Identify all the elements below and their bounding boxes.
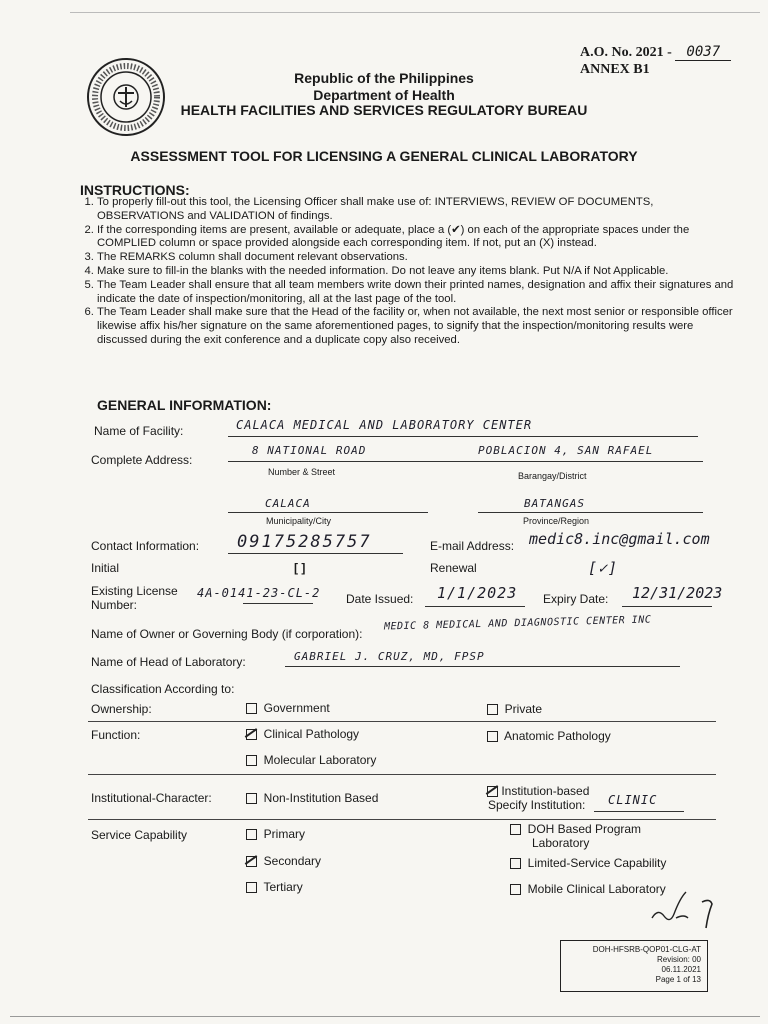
ao-number: A.O. No. 2021 - 0037 (580, 44, 731, 61)
instruction-item: 6. The Team Leader shall make sure that the Head of the facility or, when not available, the next most senior or responsible officer likewise affix his/her signature on the same aforementioned pages, to signify that the inspection/monitoring results were discussed during the exit conference and a duplicate copy also received. (97, 306, 737, 347)
city-value[interactable]: CALACA (265, 497, 311, 510)
service-tertiary[interactable]: Tertiary (246, 880, 303, 894)
inst-non-institution[interactable]: Non-Institution Based (246, 791, 378, 805)
ownership-label: Ownership: (91, 702, 152, 716)
doc-revision: Revision: 00 (656, 955, 701, 964)
function-clinical-pathology[interactable]: Clinical Pathology (246, 727, 359, 741)
head-line (285, 666, 680, 667)
head-value[interactable]: GABRIEL J. CRUZ, MD, FPSP (294, 650, 485, 663)
ao-number-value: 0037 (675, 44, 731, 61)
city-caption: Municipality/City (266, 516, 332, 526)
province-line (478, 512, 703, 513)
service-limited[interactable]: Limited-Service Capability (510, 856, 666, 870)
facility-line (228, 436, 698, 437)
address-label: Complete Address: (91, 453, 193, 467)
classification-label: Classification According to: (91, 682, 235, 696)
contact-line (228, 553, 403, 554)
license-label: Existing License (91, 584, 178, 598)
province-value[interactable]: BATANGAS (524, 497, 585, 510)
checkbox-icon (510, 858, 521, 869)
document-title: ASSESSMENT TOOL FOR LICENSING A GENERAL CLINICAL LABORATORY (130, 148, 638, 164)
instruction-item: 3. The REMARKS column shall document relevant observations. (97, 251, 737, 265)
instructions-heading: INSTRUCTIONS: (80, 182, 190, 198)
initial-label: Initial (91, 561, 120, 575)
service-doh-program-line2: Laboratory (532, 836, 590, 850)
instruction-item: 2. If the corresponding items are present, available or adequate, place a (✔) on each of the appropriate spaces under the COMPLIED column or space provided alongside each corresponding item. If not, put an (X) instead. (97, 224, 737, 252)
annex-label: ANNEX B1 (580, 62, 650, 77)
instruction-item: 1. To properly fill-out this tool, the Licensing Officer shall make use of: INTERVIEWS, REVIEW OF DOCUMENTS, OBSERVATIONS and VALIDATION of findings. (97, 196, 737, 224)
page-indicator: Page 1 of 13 (655, 975, 701, 984)
bureau-heading: HEALTH FACILITIES AND SERVICES REGULATORY BUREAU (180, 102, 588, 118)
signature-icon (650, 888, 720, 932)
checkbox-icon (246, 755, 257, 766)
checkbox-icon (246, 703, 257, 714)
contact-label: Contact Information: (91, 539, 200, 553)
renewal-checkbox[interactable]: [✓] (588, 559, 619, 577)
general-info-heading: GENERAL INFORMATION: (97, 397, 272, 413)
doc-code: DOH-HFSRB-QOP01-CLG-AT (592, 945, 701, 954)
province-caption: Province/Region (523, 516, 590, 526)
ownership-divider (88, 721, 716, 722)
doc-date: 06.11.2021 (661, 965, 701, 974)
expiry-value[interactable]: 12/31/2023 (632, 584, 723, 602)
contact-value[interactable]: 09175285757 (237, 532, 372, 552)
street-value[interactable]: 8 NATIONAL ROAD (252, 444, 367, 457)
checkbox-icon (246, 793, 257, 804)
street-caption: Number & Street (268, 467, 336, 477)
checked-box-icon (246, 729, 257, 740)
institutional-label: Institutional-Character: (91, 791, 212, 805)
function-divider (88, 774, 716, 775)
expiry-label: Expiry Date: (543, 592, 609, 606)
bottom-rule (10, 1016, 760, 1017)
function-label: Function: (91, 728, 141, 742)
instruction-item: 5. The Team Leader shall ensure that all team members write down their printed names, designation and affix their signatures and indicate the date of inspection/monitoring, all at the last page of the tool. (97, 279, 737, 307)
license-value[interactable]: 4A-0141-23-CL-2 (197, 586, 321, 600)
service-mobile[interactable]: Mobile Clinical Laboratory (510, 882, 666, 896)
date-issued-value[interactable]: 1/1/2023 (437, 584, 518, 602)
address-line (228, 461, 703, 462)
republic-heading: Republic of the Philippines (294, 70, 474, 86)
facility-label: Name of Facility: (94, 424, 184, 438)
service-doh-program[interactable]: DOH Based Program (510, 822, 641, 836)
checkbox-icon (246, 829, 257, 840)
checked-box-icon (246, 856, 257, 867)
specify-line (594, 811, 684, 812)
ownership-private[interactable]: Private (487, 702, 542, 716)
function-molecular-laboratory[interactable]: Molecular Laboratory (246, 753, 376, 767)
instruction-item: 4. Make sure to fill-in the blanks with the needed information. Do not leave any items blank. Put N/A if Not Applicable. (97, 265, 737, 279)
facility-value[interactable]: CALACA MEDICAL AND LABORATORY CENTER (236, 418, 533, 432)
owner-value[interactable]: MEDIC 8 MEDICAL AND DIAGNOSTIC CENTER INC (383, 614, 652, 633)
initial-checkbox[interactable]: [ ] (294, 561, 306, 575)
date-issued-label: Date Issued: (346, 592, 414, 606)
specify-label: Specify Institution: (488, 798, 586, 812)
date-issued-line (425, 606, 525, 607)
service-secondary[interactable]: Secondary (246, 854, 321, 868)
email-label: E-mail Address: (430, 539, 515, 553)
checkbox-icon (510, 824, 521, 835)
specify-value[interactable]: CLINIC (608, 793, 658, 807)
department-heading: Department of Health (313, 87, 455, 103)
city-line (228, 512, 428, 513)
document-code-box (560, 940, 708, 992)
institutional-divider (88, 819, 716, 820)
checkbox-icon (246, 882, 257, 893)
checked-box-icon (487, 786, 498, 797)
checkbox-icon (487, 731, 498, 742)
checkbox-icon (487, 704, 498, 715)
license-line (243, 603, 313, 604)
owner-label: Name of Owner or Governing Body (if corporation): (91, 627, 363, 641)
service-label: Service Capability (91, 828, 188, 842)
instructions-list (80, 196, 737, 348)
ownership-government[interactable]: Government (246, 701, 330, 715)
checkbox-icon (510, 884, 521, 895)
service-primary[interactable]: Primary (246, 827, 305, 841)
top-rule (70, 12, 760, 13)
head-label: Name of Head of Laboratory: (91, 655, 246, 669)
barangay-value[interactable]: POBLACION 4, SAN RAFAEL (478, 444, 654, 457)
function-anatomic-pathology[interactable]: Anatomic Pathology (487, 729, 611, 743)
barangay-caption: Barangay/District (518, 471, 587, 481)
email-value[interactable]: medic8.inc@gmail.com (529, 530, 710, 548)
renewal-label: Renewal (430, 561, 477, 575)
inst-institution-based[interactable]: Institution-based (487, 784, 589, 798)
license-label-2: Number: (91, 598, 138, 612)
expiry-line (622, 606, 712, 607)
